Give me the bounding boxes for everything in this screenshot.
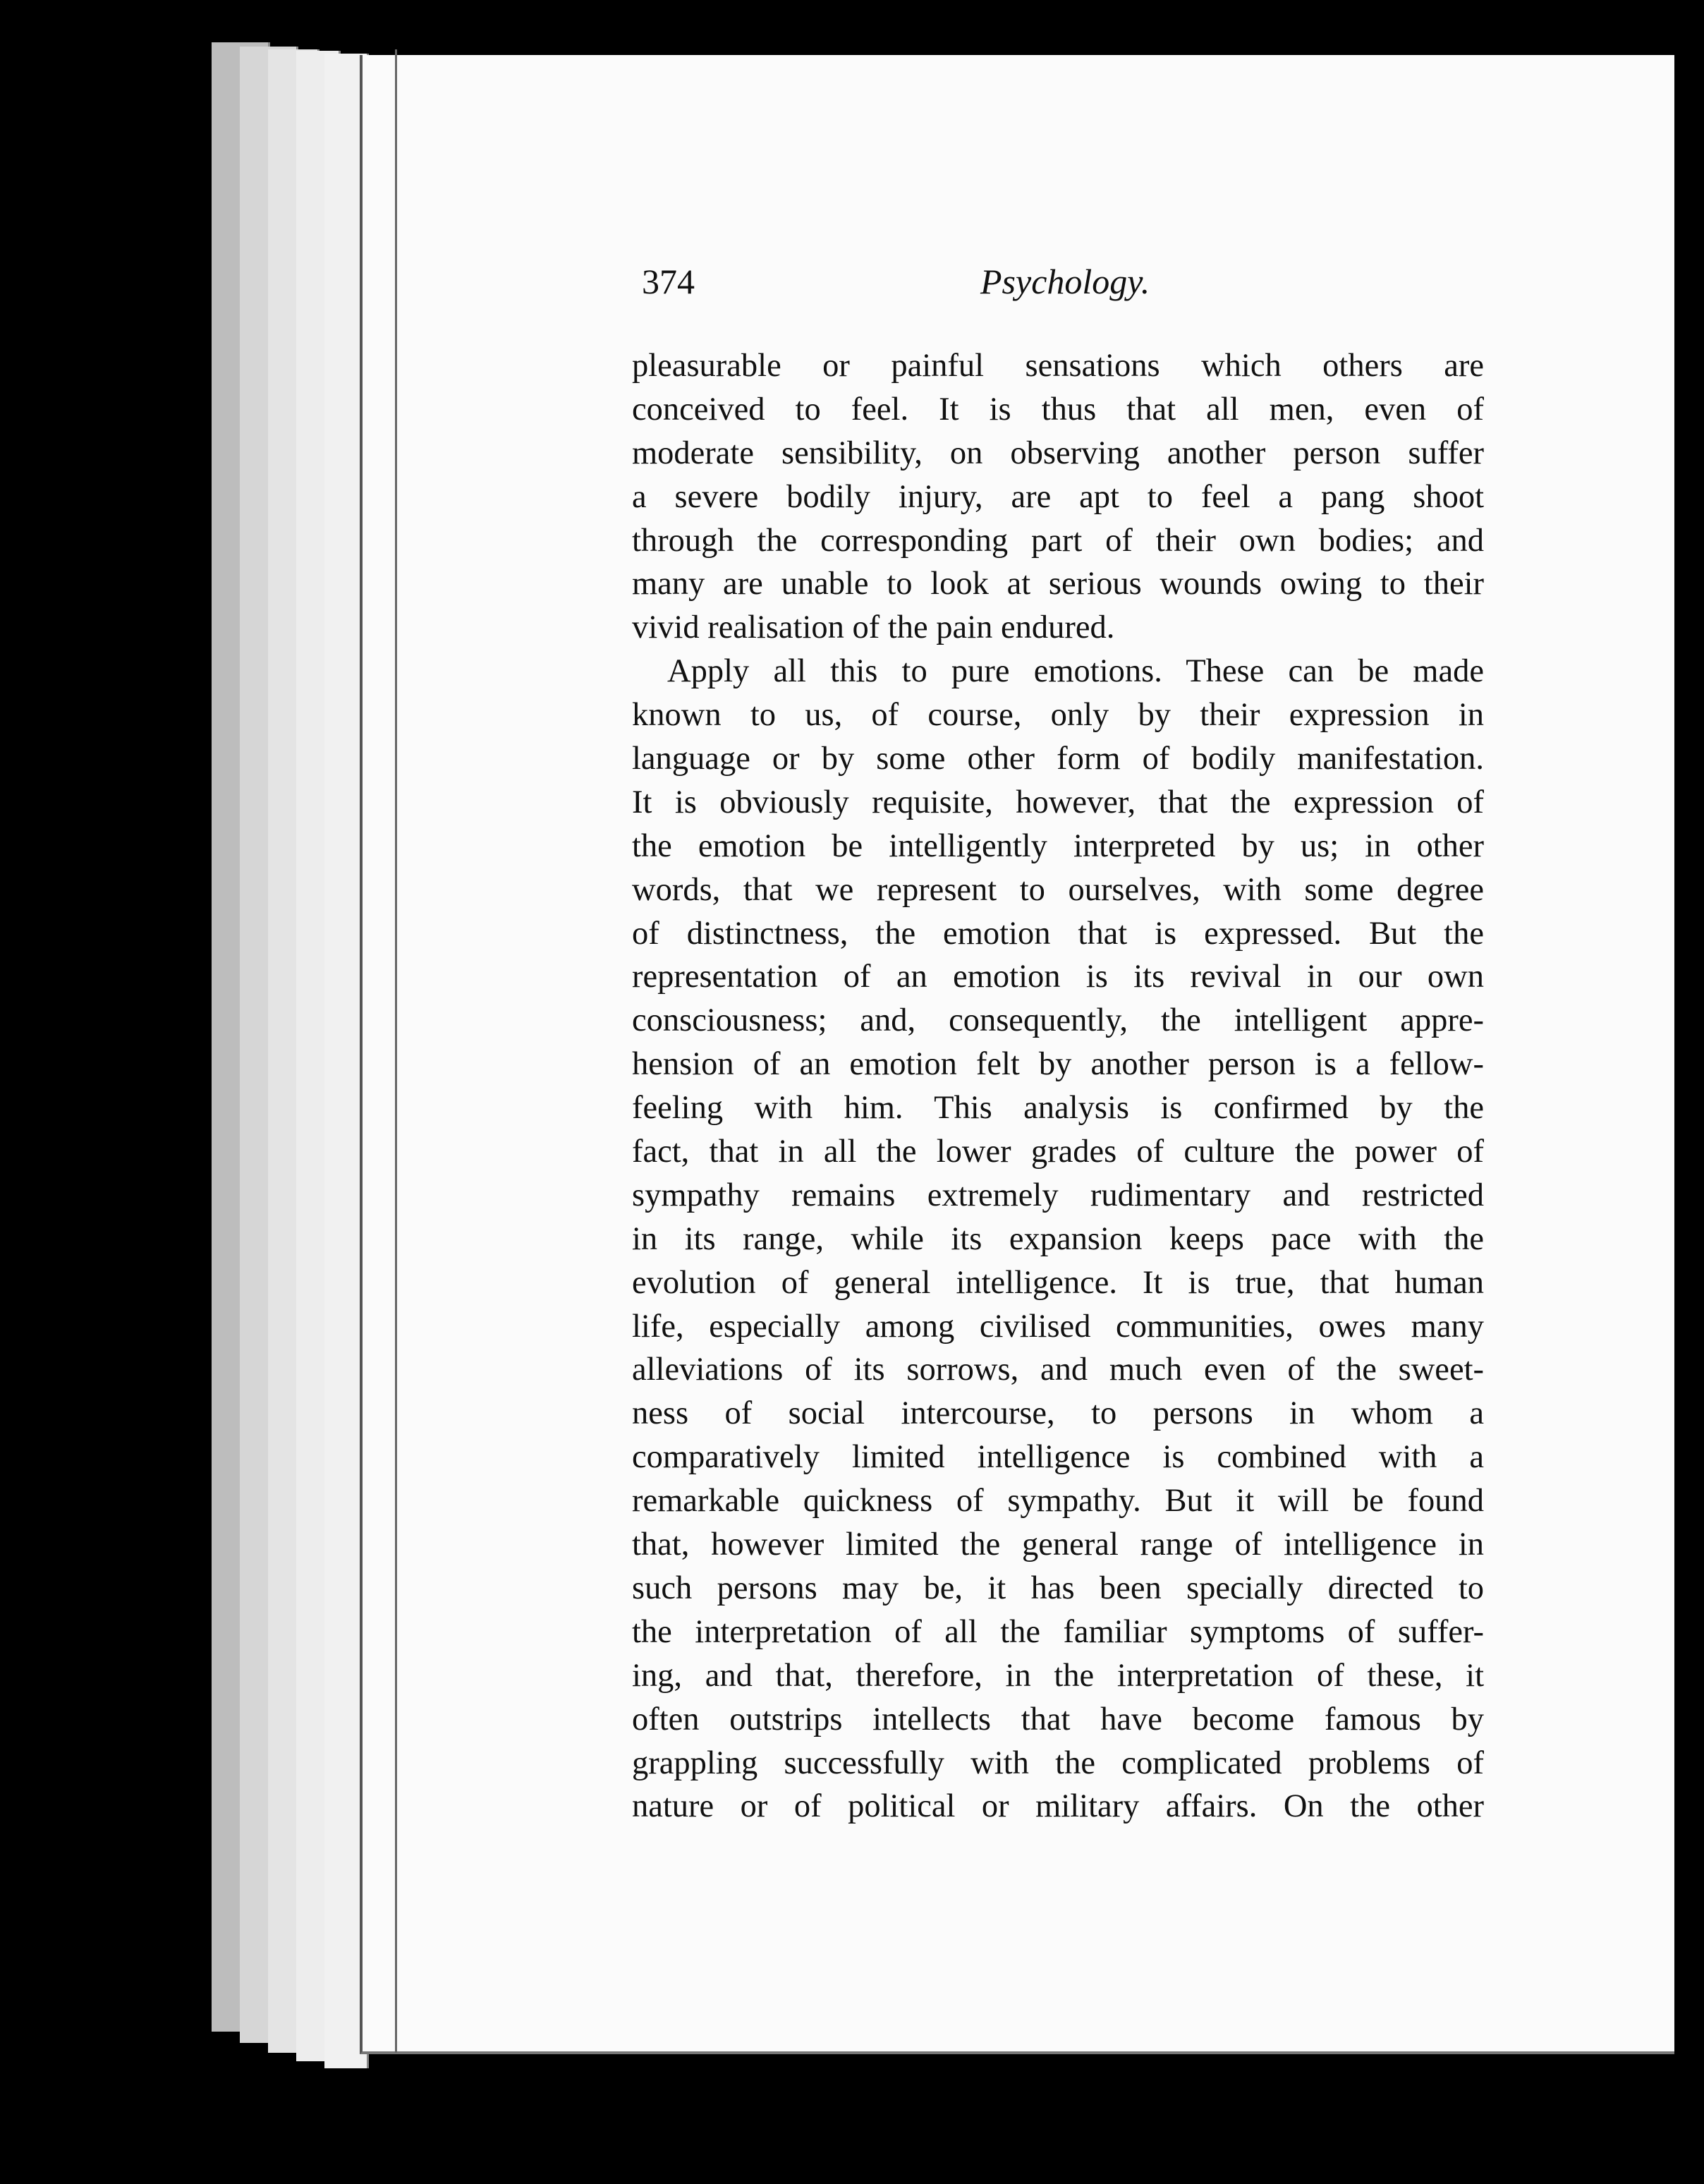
text-line: life, especially among civilised communities, owes many (632, 1308, 1484, 1345)
text-line: It is obviously requisite, however, that the expression of (632, 784, 1484, 820)
running-head: Psychology. (980, 262, 1150, 301)
text-line: alleviations of its sorrows, and much even of the sweet- (632, 1352, 1484, 1388)
text-line: a severe bodily injury, are apt to feel a pang shoot (632, 478, 1484, 515)
text-line: in its range, while its expansion keeps pace with the (632, 1220, 1484, 1257)
page-number: 374 (642, 262, 695, 301)
text-line: often outstrips intellects that have become famous by (632, 1701, 1484, 1737)
text-line: the emotion be intelligently interpreted by us; in other (632, 827, 1484, 864)
page-gutter-line (395, 49, 397, 2053)
text-line: ing, and that, therefore, in the interpretation of these, it (632, 1657, 1484, 1694)
text-line: comparatively limited intelligence is combined with a (632, 1439, 1484, 1476)
text-line: sympathy remains extremely rudimentary and restricted (632, 1177, 1484, 1213)
text-line: Apply all this to pure emotions. These can be made (667, 653, 1484, 690)
text-line: known to us, of course, only by their expression in (632, 697, 1484, 734)
text-line: many are unable to look at serious wounds owing to their (632, 566, 1484, 602)
text-line: fact, that in all the lower grades of culture the power of (632, 1134, 1484, 1170)
text-line: consciousness; and, consequently, the intelligent appre- (632, 1002, 1484, 1039)
text-line: moderate sensibility, on observing another person suffer (632, 435, 1484, 471)
text-line: feeling with him. This analysis is confirmed by the (632, 1090, 1484, 1127)
scan-border (0, 2081, 1704, 2184)
text-line: conceived to feel. It is thus that all men, even of (632, 391, 1484, 427)
text-line: that, however limited the general range of intelligence in (632, 1527, 1484, 1563)
text-line: evolution of general intelligence. It is true, that human (632, 1264, 1484, 1301)
page-header (642, 261, 1481, 317)
text-line: pleasurable or painful sensations which others are (632, 348, 1484, 384)
body-text (632, 344, 1484, 1828)
text-line: hension of an emotion felt by another person is a fellow- (632, 1046, 1484, 1083)
text-line: such persons may be, it has been specially directed to (632, 1570, 1484, 1606)
text-line: representation of an emotion is its revival in our own (632, 959, 1484, 995)
text-line: the interpretation of all the familiar symptoms of suffer- (632, 1613, 1484, 1650)
text-line: vivid realisation of the pain endured. (632, 609, 1115, 646)
text-line: of distinctness, the emotion that is expressed. But the (632, 915, 1484, 952)
text-line: grappling successfully with the complicated problems of (632, 1745, 1484, 1781)
text-line: ness of social intercourse, to persons in whom a (632, 1395, 1484, 1432)
text-line: nature or of political or military affairs. On the other (632, 1788, 1484, 1825)
text-line: remarkable quickness of sympathy. But it will be found (632, 1483, 1484, 1519)
text-line: through the corresponding part of their own bodies; and (632, 522, 1484, 559)
text-line: language or by some other form of bodily manifestation. (632, 741, 1484, 777)
text-line: words, that we represent to ourselves, with some degree (632, 871, 1484, 908)
